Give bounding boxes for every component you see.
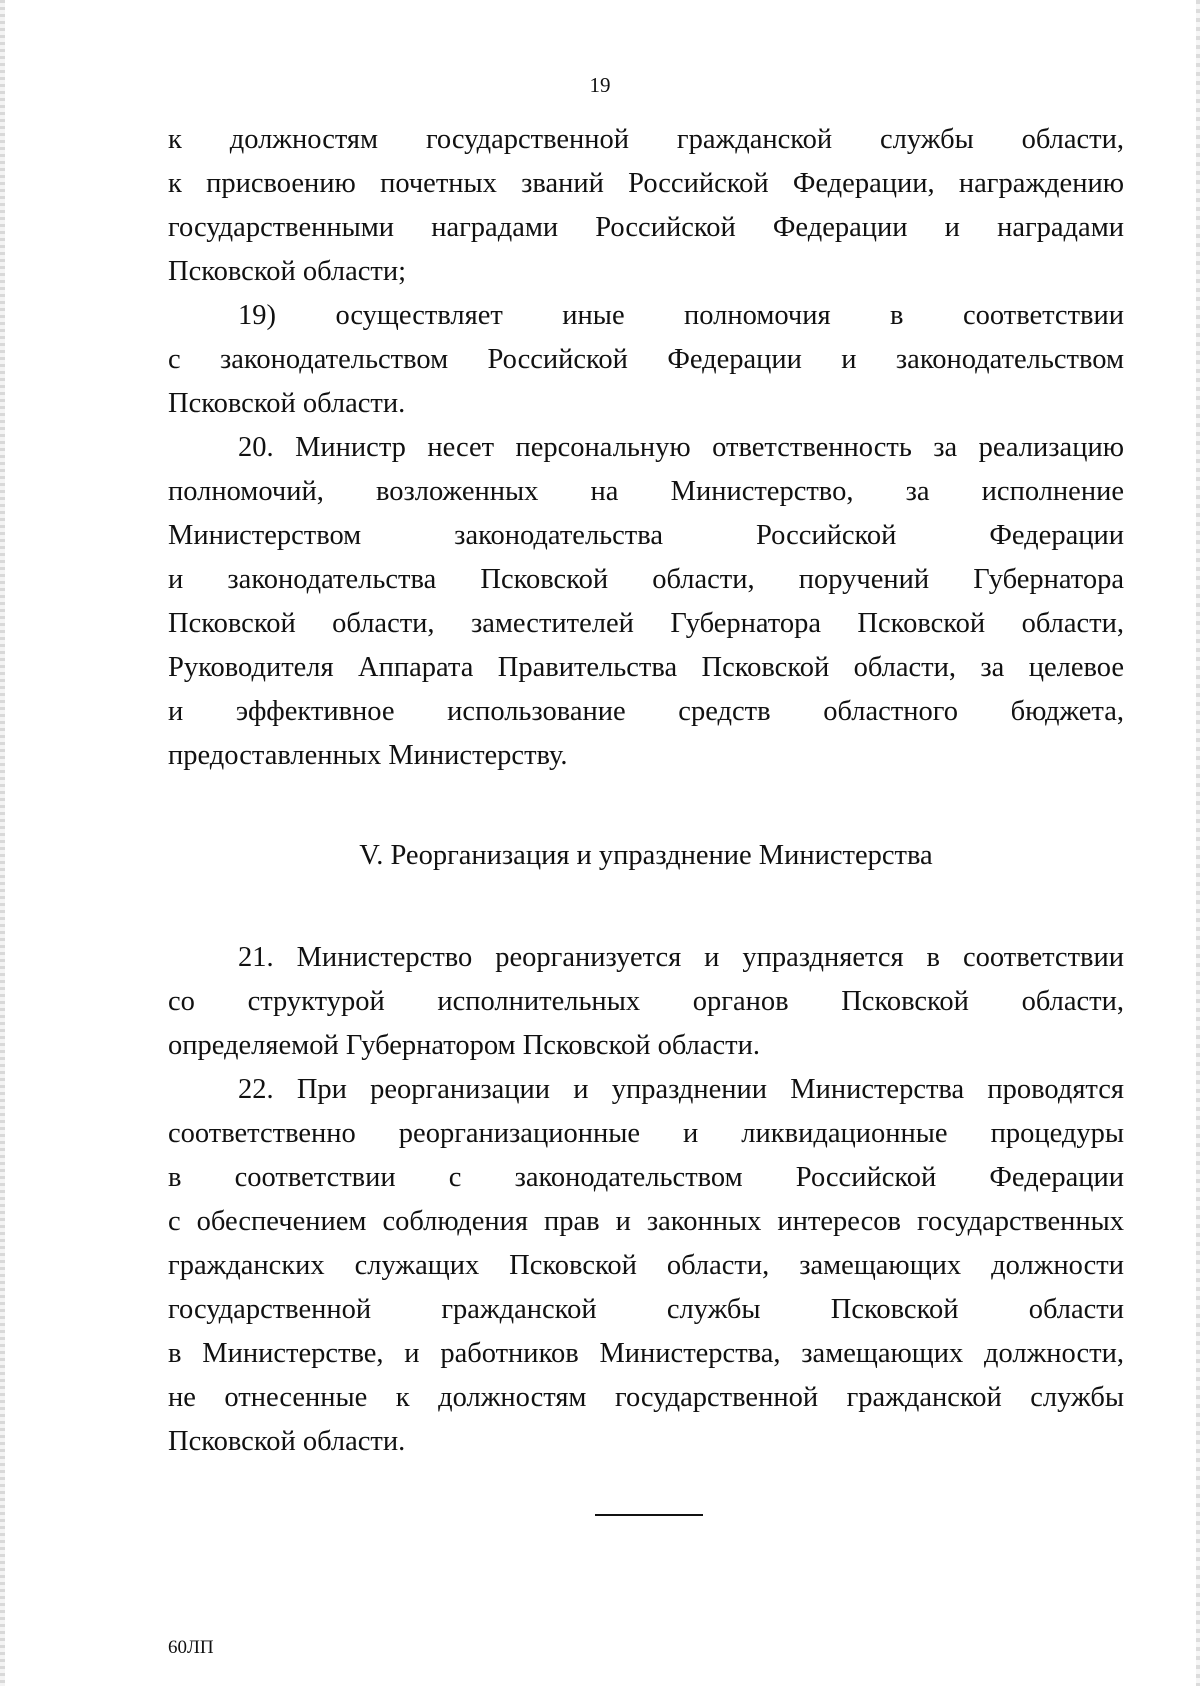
document-body (168, 118, 1124, 1464)
paragraph (168, 118, 1124, 294)
paragraph (168, 936, 1124, 1068)
scan-edge-left (0, 0, 5, 1686)
text-line: в Министерстве, и работников Министерства, замещающих должности, (168, 1338, 1124, 1369)
text-line: не отнесенные к должностям государственной гражданской службы (168, 1382, 1124, 1413)
text-line: 19) осуществляет иные полномочия в соответствии (238, 300, 1124, 331)
text-line: государственной гражданской службы Псковской области (168, 1294, 1124, 1325)
text-line: государственными наградами Российской Федерации и наградами (168, 212, 1124, 243)
text-line: Руководителя Аппарата Правительства Псковской области, за целевое (168, 652, 1124, 683)
text-line: 22. При реорганизации и упразднении Министерства проводятся (238, 1074, 1124, 1105)
text-line: с обеспечением соблюдения прав и законных интересов государственных (168, 1206, 1124, 1237)
text-line: Псковской области; (168, 256, 407, 287)
text-line: соответственно реорганизационные и ликвидационные процедуры (168, 1118, 1124, 1149)
text-line: и законодательства Псковской области, поручений Губернатора (168, 564, 1124, 595)
page-number: 19 (589, 73, 611, 97)
text-line: с законодательством Российской Федерации и законодательством (168, 344, 1124, 375)
text-line: к присвоению почетных званий Российской Федерации, награждению (168, 168, 1124, 199)
paragraph (168, 426, 1124, 778)
text-line: Псковской области. (168, 1426, 406, 1457)
text-line: Псковской области. (168, 388, 406, 419)
section-heading: V. Реорганизация и упразднение Министерства (359, 840, 933, 871)
text-line: Министерством законодательства Российской Федерации (168, 520, 1124, 551)
text-line: к должностям государственной гражданской службы области, (168, 124, 1124, 155)
paragraph (168, 1068, 1124, 1464)
text-line: предоставленных Министерству. (168, 740, 568, 771)
text-line: и эффективное использование средств областного бюджета, (168, 696, 1124, 727)
scan-edge-right (1196, 0, 1200, 1686)
text-line: 21. Министерство реорганизуется и упраздняется в соответствии (238, 942, 1124, 973)
text-line: Псковской области, заместителей Губернатора Псковской области, (168, 608, 1124, 639)
text-line: полномочий, возложенных на Министерство, за исполнение (168, 476, 1124, 507)
text-line: в соответствии с законодательством Российской Федерации (168, 1162, 1124, 1193)
text-line: определяемой Губернатором Псковской области. (168, 1030, 760, 1061)
footer-code: 60ЛП (168, 1637, 214, 1658)
end-divider (595, 1514, 703, 1516)
text-line: со структурой исполнительных органов Псковской области, (168, 986, 1124, 1017)
text-line: гражданских служащих Псковской области, замещающих должности (168, 1250, 1124, 1281)
text-line: 20. Министр несет персональную ответственность за реализацию (238, 432, 1124, 463)
paragraph (168, 294, 1124, 426)
